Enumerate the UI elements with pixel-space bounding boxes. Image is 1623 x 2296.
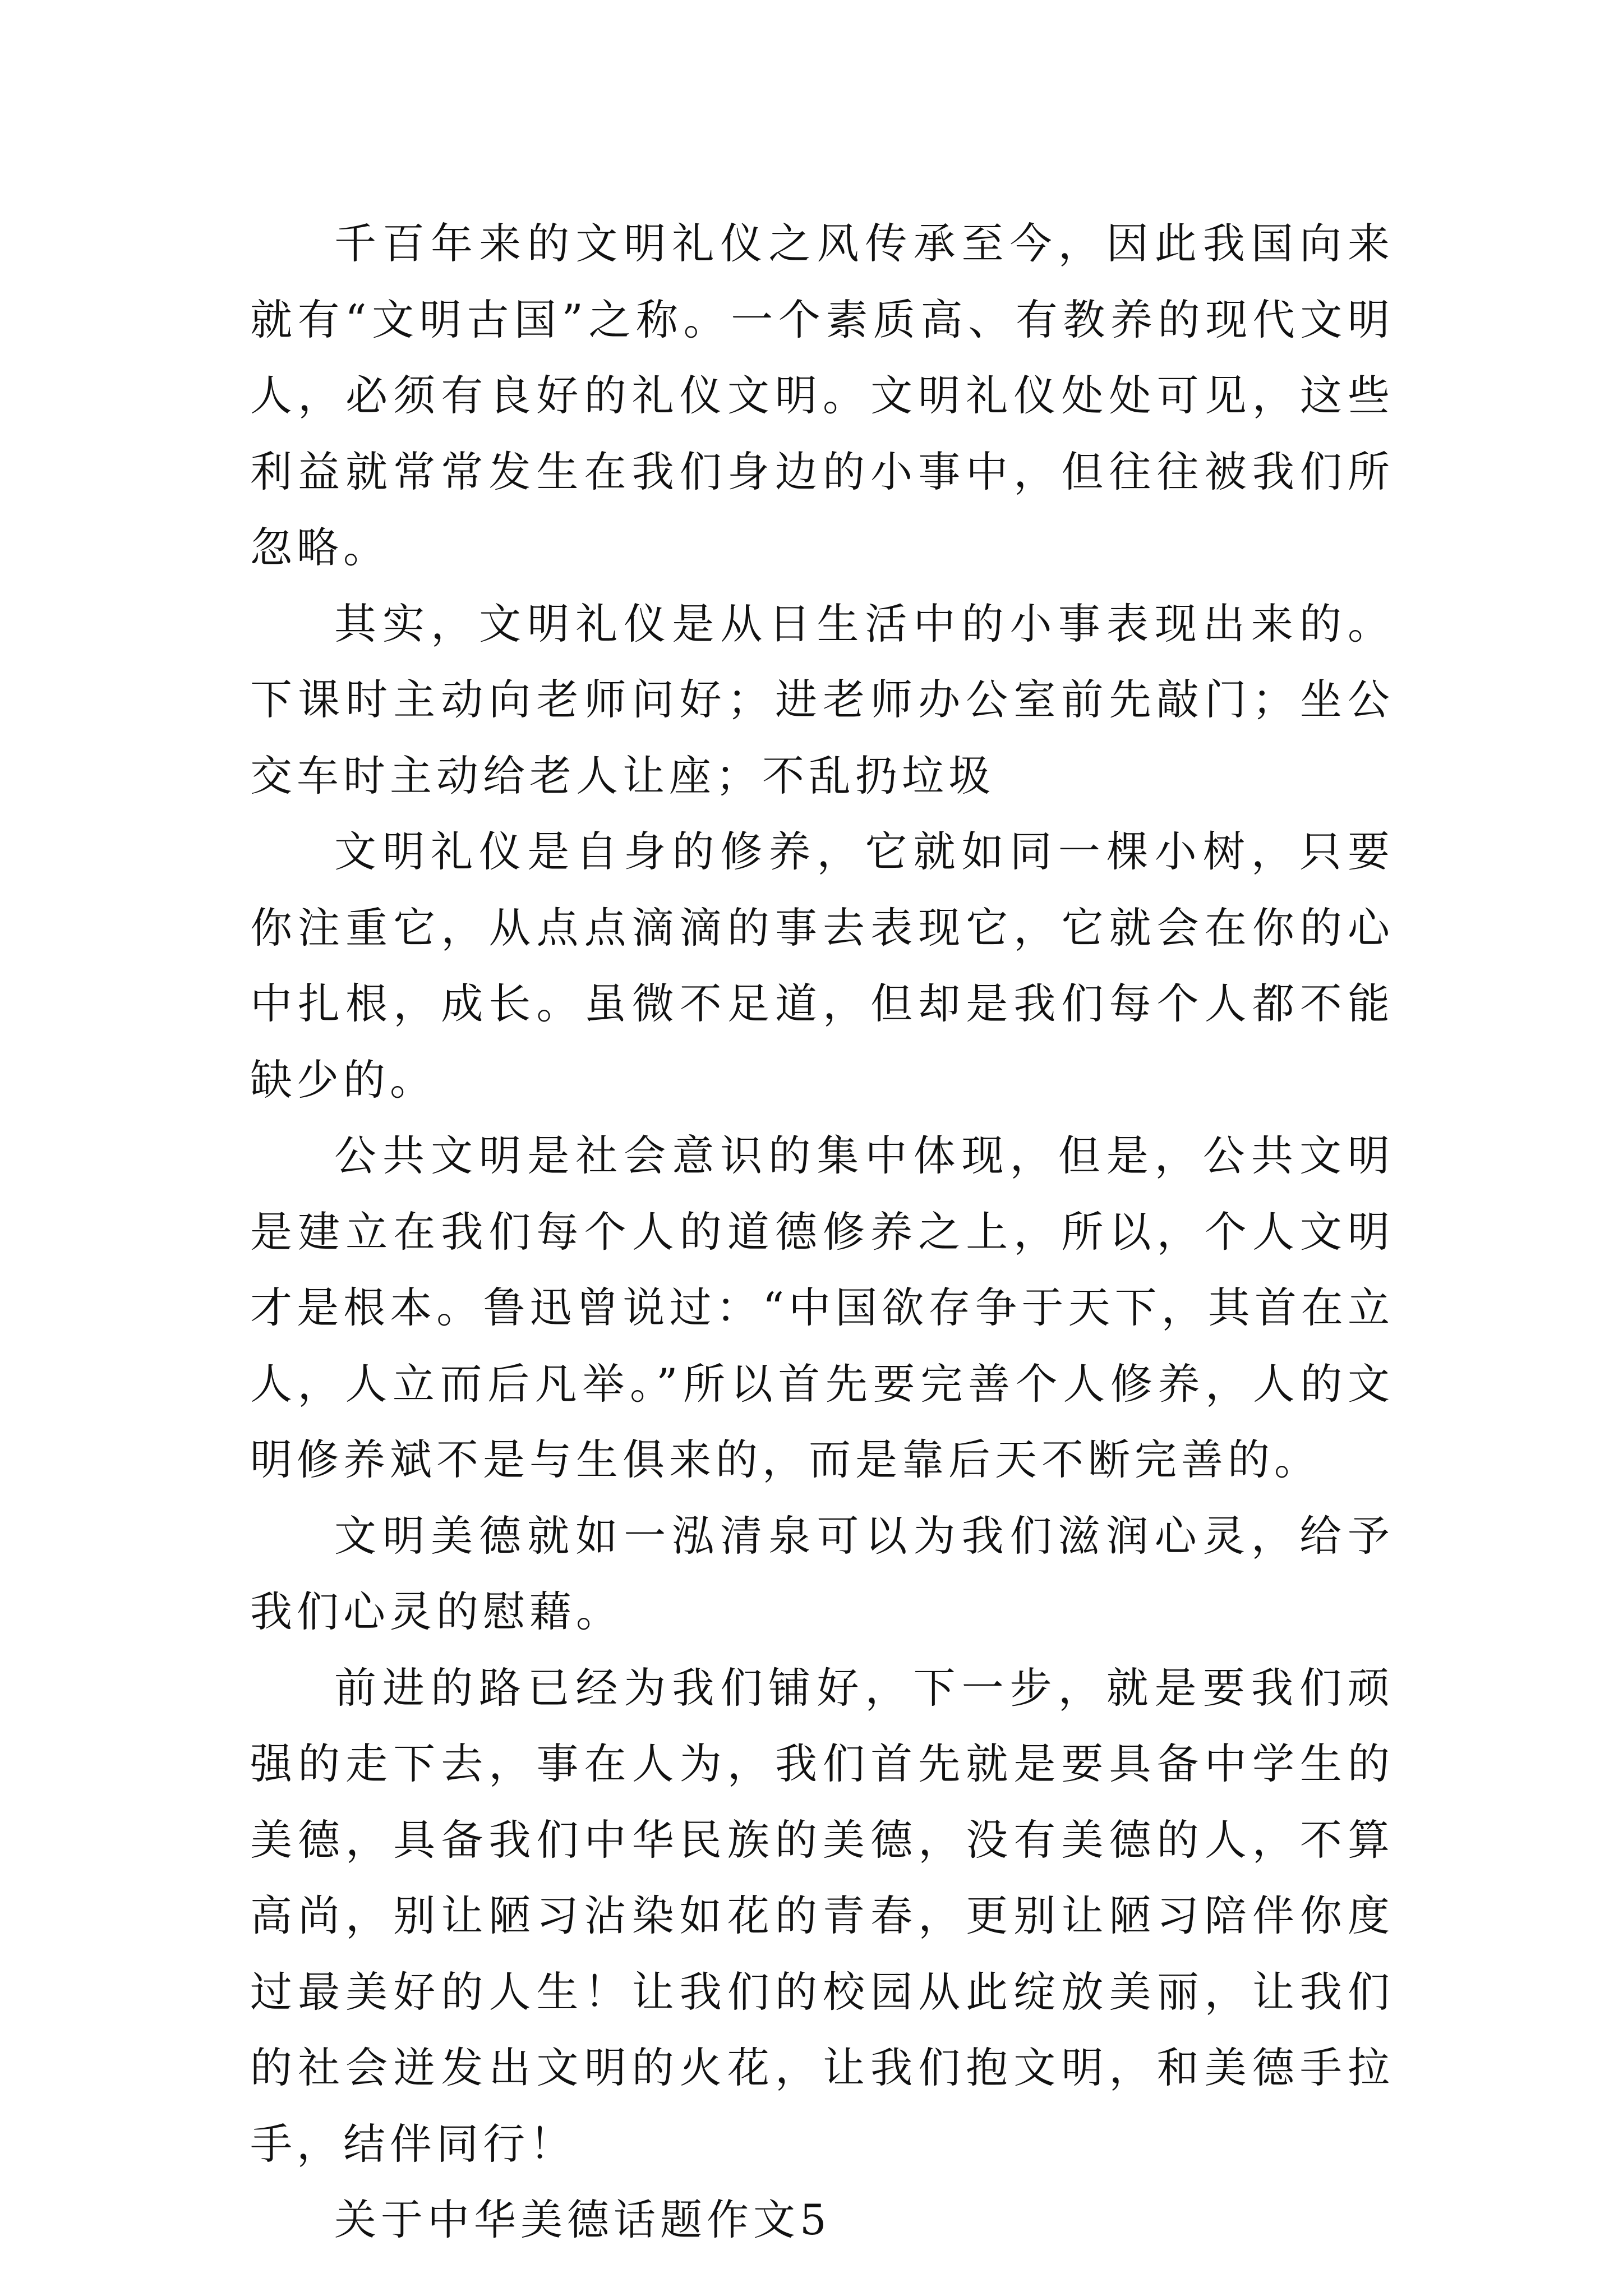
next-essay-heading: 关于中华美德话题作文5 xyxy=(334,2195,831,2244)
paragraph-4: 公共文明是社会意识的集中体现，但是，公共文明是建立在我们每个人的道德修养之上，所以，个人文明才是根本。鲁迅曾说过：“中国欲存争于天下，其首在立人，人立而后凡举。”所以首先要完善个人修养，人的文明修养斌不是与生俱来的，而是靠后天不断完善的。 xyxy=(250,1131,1394,1484)
paragraph-6: 前进的路已经为我们铺好，下一步，就是要我们顽强的走下去，事在人为，我们首先就是要具备中学生的美德，具备我们中华民族的美德，没有美德的人，不算高尚，别让陋习沾染如花的青春，更别让陋习陪伴你度过最美好的人生！让我们的校园从此绽放美丽，让我们的社会迸发出文明的火花，让我们抱文明，和美德手拉手，结伴同行！ xyxy=(250,1663,1394,2169)
paragraph-2: 其实，文明礼仪是从日生活中的小事表现出来的。下课时主动向老师问好；进老师办公室前先敲门；坐公交车时主动给老人让座；不乱扔垃圾 xyxy=(250,599,1394,800)
paragraph-3: 文明礼仪是自身的修养，它就如同一棵小树，只要你注重它，从点点滴滴的事去表现它，它就会在你的心中扎根，成长。虽微不足道，但却是我们每个人都不能缺少的。 xyxy=(250,827,1394,1105)
essay-body xyxy=(250,206,1394,2258)
paragraph-1: 千百年来的文明礼仪之风传承至今，因此我国向来就有“文明古国”之称。一个素质高、有教养的现代文明人，必须有良好的礼仪文明。文明礼仪处处可见，这些利益就常常发生在我们身边的小事中，但往往被我们所忽略。 xyxy=(250,219,1394,572)
paragraph-5: 文明美德就如一泓清泉可以为我们滋润心灵，给予我们心灵的慰藉。 xyxy=(250,1511,1394,1636)
